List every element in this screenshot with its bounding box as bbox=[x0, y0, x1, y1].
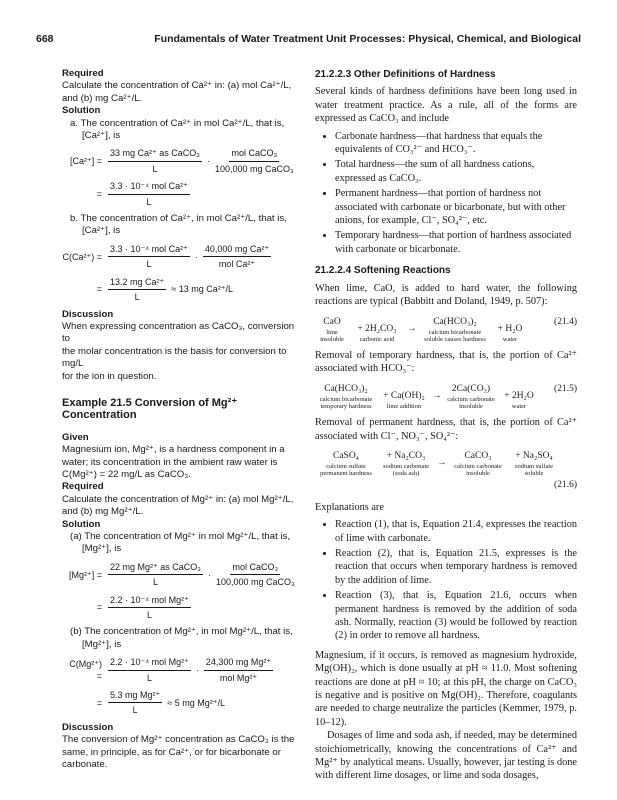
species-label: calcium bicarbonate soluble causes hardness bbox=[424, 328, 486, 343]
left-column bbox=[62, 68, 298, 772]
required-text-1: Calculate the concentration of Ca²⁺ in: (a) mol Ca²⁺/L, bbox=[62, 80, 292, 92]
explanations-list bbox=[315, 518, 577, 643]
eq-denominator: L bbox=[146, 196, 152, 207]
reactant: Ca(HCO₃)₂ bbox=[324, 383, 368, 394]
discussion-text-3: for the ion in question. bbox=[62, 370, 157, 382]
explanations-heading: Explanations are bbox=[315, 501, 384, 513]
eq-lhs: C(Mg²⁺) = bbox=[69, 658, 102, 682]
section-heading-hardness: 21.2.2.3 Other Definitions of Hardness bbox=[315, 69, 496, 80]
discussion-2-text-3: carbonate. bbox=[62, 759, 108, 771]
solution-2b-text-1: (b) The concentration of Mg²⁺, in mol Mg²⁺/L, that is, bbox=[70, 626, 293, 638]
given-text-2: water; its concentration in the ambient raw water is bbox=[62, 456, 278, 468]
solution-b-text-2: [Ca²⁺], is bbox=[82, 225, 121, 237]
solution-2a-text-1: (a) The concentration of Mg²⁺ in mol Mg²⁺/L, that is, bbox=[70, 531, 291, 542]
required-heading: Required bbox=[62, 68, 104, 79]
species-label: water bbox=[511, 403, 527, 411]
solution-2b-text-2: [Mg²⁺], is bbox=[82, 638, 122, 650]
given-text-1: Magnesium ion, Mg²⁺, is a hardness component in a bbox=[62, 444, 285, 456]
section-paragraph: Several kinds of hardness definitions have been long used in water treatment practice. As a rule, all of the forms are expressed as CaCO₃ and include bbox=[315, 86, 577, 125]
eq-lhs: C(Ca²⁺) = bbox=[62, 251, 102, 262]
eq-numerator: 13.2 mg Ca²⁺ bbox=[108, 276, 166, 290]
species-label: sodium sulfate soluble bbox=[514, 463, 554, 478]
required-heading-2: Required bbox=[62, 481, 104, 493]
eq-numerator: 5.3 mg Mg²⁺ bbox=[108, 689, 162, 703]
eq-lhs: = bbox=[96, 188, 102, 199]
species-label: lime addition bbox=[386, 403, 422, 411]
reaction-arrow: → bbox=[437, 457, 447, 468]
eq-numerator: 3.3 · 10⁻⁴ mol Ca²⁺ bbox=[108, 180, 190, 194]
equation-number: (21.4) bbox=[554, 316, 577, 327]
eq-denominator: 100,000 mg CaCO₃ bbox=[215, 577, 295, 588]
list-item: • Reaction (1), that is, Equation 21.4, expresses the reaction of lime with carbonate. bbox=[335, 518, 577, 545]
reaction-arrow: → bbox=[407, 323, 417, 334]
eq-operator: · bbox=[194, 251, 198, 262]
eq-lhs: [Ca²⁺] = bbox=[69, 156, 102, 167]
running-header bbox=[36, 33, 581, 47]
eq-denominator: mol Mg²⁺ bbox=[219, 672, 258, 683]
eq-denominator: mol Ca²⁺ bbox=[218, 259, 256, 270]
solution-b-text-1: b. The concentration of Ca²⁺, in mol Ca²⁺/L, that is, bbox=[70, 213, 287, 225]
reactant: CaO bbox=[323, 316, 341, 327]
eq-denominator: L bbox=[152, 163, 158, 174]
product: + Na₂SO₄ bbox=[515, 450, 553, 461]
product: + 2H₂O bbox=[504, 390, 534, 401]
solution-heading-2: Solution bbox=[62, 518, 101, 530]
hardness-definitions-list bbox=[315, 130, 577, 257]
eq-numerator: 3.3 · 10⁻⁴ mol Ca²⁺ bbox=[108, 243, 190, 257]
reactant: + Ca(OH)₂ bbox=[383, 390, 425, 401]
eq-lhs: = bbox=[96, 697, 102, 708]
eq-denominator: L bbox=[146, 610, 152, 621]
product: + H₂O bbox=[497, 323, 523, 334]
species-label: water bbox=[502, 335, 518, 343]
list-item: • Temporary hardness—that portion of hardness associated with carbonate or bicarbonate. bbox=[335, 229, 577, 256]
required-text-2: and (b) mg Ca²⁺/L. bbox=[62, 92, 143, 104]
reaction-21-6 bbox=[315, 450, 577, 493]
eq-lhs: = bbox=[96, 602, 102, 613]
list-item: • Permanent hardness—that portion of hardness not associated with carbonate or bicarbonate, but with other anions, for example, Cl⁻, SO₄²⁻, etc. bbox=[335, 187, 577, 227]
product: 2Ca(CO₃) bbox=[451, 383, 491, 394]
species-label: calcium sulfate permanent hardness bbox=[320, 463, 372, 478]
eq-numerator: 2.2 · 10⁻⁴ mol Mg²⁺ bbox=[108, 656, 191, 670]
solution-heading: Solution bbox=[62, 105, 101, 117]
solution-2a-text-2: [Mg²⁺], is bbox=[82, 543, 122, 555]
discussion-2-text-2: same, in principle, as for Ca²⁺, or for bicarbonate or bbox=[62, 746, 281, 758]
required-2-text-1: Calculate the concentration of Mg²⁺ in: (a) mol Mg²⁺/L, bbox=[62, 493, 294, 505]
eq-operator: · bbox=[207, 569, 211, 580]
species-label: calcium carbonate insoluble bbox=[454, 463, 502, 478]
equation-number: (21.5) bbox=[554, 383, 577, 394]
dosage-paragraph: Dosages of lime and soda ash, if needed, may be determined stoichiometrically, knowing the concentrations of Ca²⁺ and Mg²⁺ by analytical means. Usually, however, jar testing is done with different lime dosages, or lime and soda dosages, bbox=[315, 730, 577, 782]
running-title: Fundamentals of Water Treatment Unit Processes: Physical, Chemical, and Biological bbox=[154, 33, 581, 45]
eq-numerator: 40,000 mg Ca²⁺ bbox=[203, 243, 271, 257]
list-item: • Reaction (2), that is, Equation 21.5, expresses is the reaction that occurs when temporary hardness is removed by the addition of lime. bbox=[335, 547, 577, 587]
eq-numerator: mol CaCO₃ bbox=[230, 561, 280, 575]
equation-ca-mass bbox=[62, 243, 298, 304]
discussion-heading: Discussion bbox=[62, 308, 114, 320]
given-heading: Given bbox=[62, 431, 89, 443]
eq-numerator: 22 mg Mg²⁺ as CaCO₃ bbox=[108, 561, 203, 575]
permanent-hardness-paragraph: Removal of permanent hardness, that is, the portion of Ca²⁺ associated with Cl⁻, NO₃⁻, SO₄²⁻: bbox=[315, 417, 577, 442]
equation-mg-molar bbox=[62, 561, 298, 622]
eq-denominator: L bbox=[152, 577, 158, 588]
eq-operator: · bbox=[206, 156, 210, 167]
product: CaCO₃ bbox=[464, 450, 492, 461]
discussion-2-text-1: The conversion of Mg²⁺ concentration as CaCO₃ is the bbox=[62, 734, 295, 746]
eq-numerator: 24,300 mg Mg²⁺ bbox=[204, 656, 273, 670]
species-label: calcium bicarbonate temporary hardness bbox=[319, 396, 373, 411]
page-number: 668 bbox=[36, 33, 54, 45]
eq-denominator: L bbox=[146, 672, 152, 683]
list-item: • Carbonate hardness—that hardness that equals the equivalents of CO₃²⁻ and HCO₃⁻. bbox=[335, 130, 577, 157]
eq-operator: · bbox=[195, 664, 199, 675]
section-heading-softening: 21.2.2.4 Softening Reactions bbox=[315, 265, 451, 277]
list-item: • Total hardness—the sum of all hardness cations, expressed as CaCO₃. bbox=[335, 158, 577, 185]
eq-denominator: 100,000 mg CaCO₃ bbox=[214, 163, 294, 174]
discussion-text-2: the molar concentration is the basis for conversion to mg/L bbox=[62, 345, 287, 370]
reaction-arrow: → bbox=[432, 390, 442, 401]
species-label: carbonic acid bbox=[359, 335, 395, 343]
equation-ca-molar bbox=[62, 147, 298, 208]
eq-denominator: L bbox=[132, 705, 138, 716]
eq-numerator: mol CaCO₃ bbox=[229, 147, 279, 161]
reactant: + Na₂CO₃ bbox=[386, 450, 426, 461]
discussion-text-1: When expressing concentration as CaCO₃, conversion to bbox=[62, 320, 295, 345]
product: Ca(HCO₃)₂ bbox=[433, 316, 477, 327]
solution-a-text-1: a. The concentration of Ca²⁺ in mol Ca²⁺/L, that is, bbox=[70, 117, 285, 129]
eq-numerator: 33 mg Ca²⁺ as CaCO₃ bbox=[108, 147, 202, 161]
magnesium-paragraph: Magnesium, if it occurs, is removed as magnesium hydroxide, Mg(OH)₂, which is done usually at pH ≈ 11.0. Most softening reactions are done at pH ≈ 10; at this pH, the charge on CaCO₃ is negative and is positive on Mg(OH)₂. Therefore, coagulants are needed to charge neutralize the particles (Kemmer, 1979, p. 10–12). bbox=[315, 649, 577, 728]
eq-result: ≈ 5 mg Mg²⁺/L bbox=[167, 697, 225, 708]
temporary-hardness-paragraph: Removal of temporary hardness, that is, the portion of Ca²⁺ associated with HCO₃⁻: bbox=[315, 349, 577, 375]
species-label: calcium carbonate insoluble bbox=[447, 396, 495, 411]
equation-number: (21.6) bbox=[554, 480, 577, 491]
eq-result: ≈ 13 mg Ca²⁺/L bbox=[171, 284, 233, 295]
list-item: • Reaction (3), that is, Equation 21.6, occurs when permanent hardness is removed by the addition of soda ash. Normally, reaction (3) would be followed by reaction (2) in order to remove all hardness. bbox=[335, 589, 577, 643]
required-2-text-2: and (b) mg Mg²⁺/L. bbox=[62, 506, 144, 518]
eq-lhs: [Mg²⁺] = bbox=[68, 569, 102, 580]
eq-numerator: 2.2 · 10⁻⁴ mol Mg²⁺ bbox=[108, 594, 191, 608]
eq-denominator: L bbox=[134, 292, 140, 303]
reaction-21-5 bbox=[315, 383, 577, 410]
eq-denominator: L bbox=[146, 259, 152, 270]
equation-mg-mass bbox=[62, 656, 298, 717]
eq-lhs: = bbox=[96, 284, 102, 295]
species-label: lime insoluble bbox=[320, 328, 344, 343]
section-paragraph: When lime, CaO, is added to hard water, the following reactions are typical (Babbitt and Doland, 1949, p. 507): bbox=[315, 282, 577, 308]
discussion-heading-2: Discussion bbox=[62, 721, 114, 733]
reactant: + 2H₂CO₃ bbox=[357, 323, 397, 334]
right-column bbox=[315, 68, 577, 783]
example-title: Example 21.5 Conversion of Mg²⁺ Concentration bbox=[62, 396, 238, 422]
solution-a-text-2: [Ca²⁺], is bbox=[82, 130, 121, 142]
reaction-21-4 bbox=[315, 316, 577, 343]
given-text-3: C(Mg²⁺) = 22 mg/L as CaCO₃. bbox=[62, 468, 191, 480]
species-label: sodium carbonate (soda ash) bbox=[382, 463, 430, 478]
reactant: CaSO₄ bbox=[332, 450, 359, 461]
